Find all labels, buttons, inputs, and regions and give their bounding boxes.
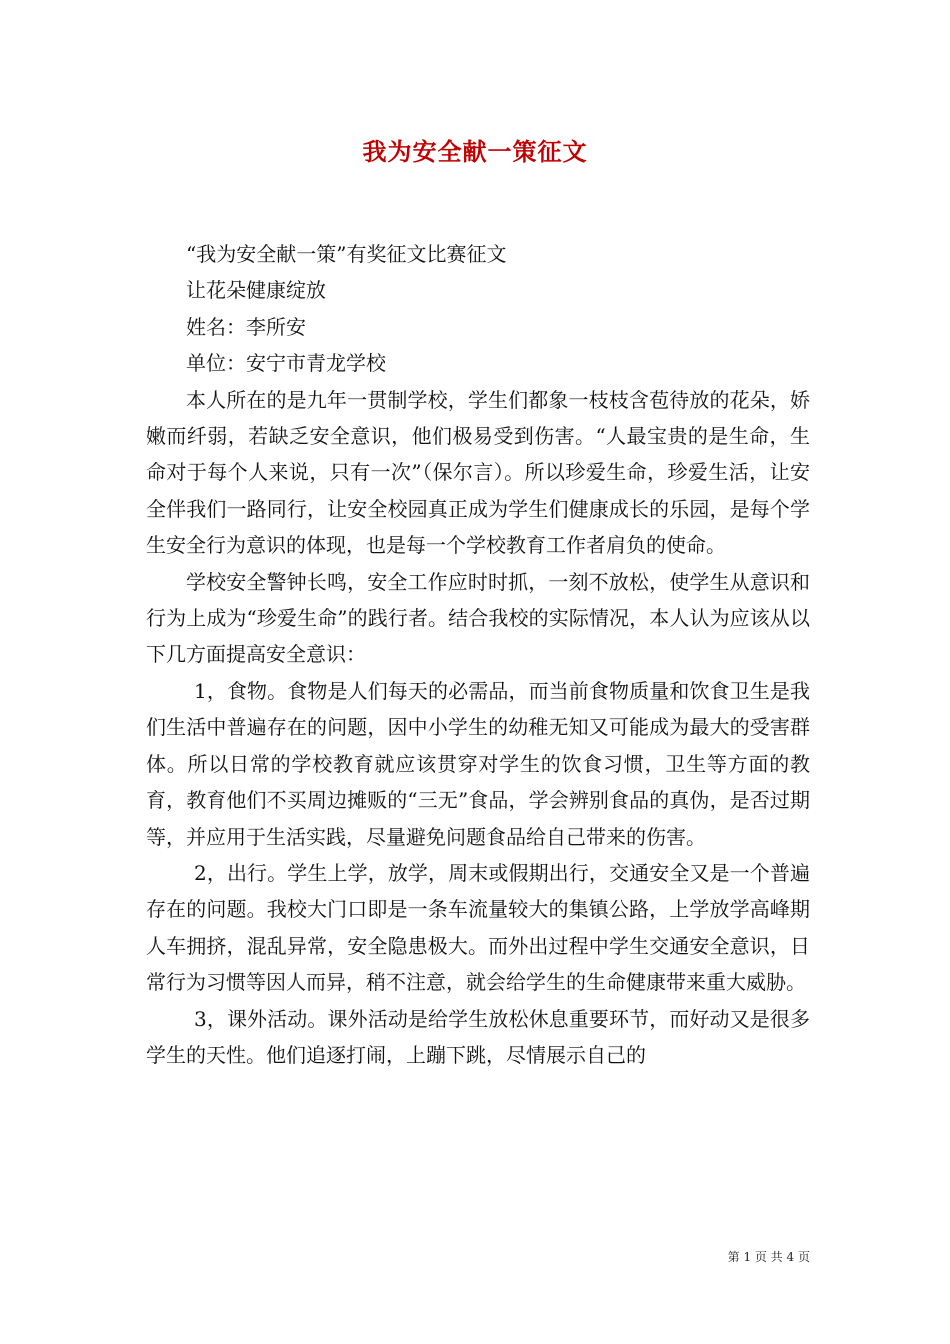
document-title: 我为安全献一策征文: [362, 137, 588, 166]
body-paragraph: 学校安全警钟长鸣，安全工作应时时抓，一刻不放松，使学生从意识和行为上成为“珍爱生命”的践行者。结合我校的实际情况，本人认为应该从以下几方面提高安全意识：: [146, 569, 810, 667]
author-unit: 单位：安宁市青龙学校: [186, 351, 386, 376]
essay-subtitle: 让花朵健康绽放: [186, 278, 326, 303]
body-paragraph: 2，出行。学生上学，放学，周末或假期出行，交通安全又是一个普遍存在的问题。我校大门口即是一条车流量较大的集镇公路，上学放学高峰期人车拥挤，混乱异常，安全隐患极大。而外出过程中学生交通安全意识，日常行为习惯等因人而异，稍不注意，就会给学生的生命健康带来重大威胁。: [146, 860, 810, 995]
document-body: [146, 236, 810, 1073]
body-paragraph: 3，课外活动。课外活动是给学生放松休息重要环节，而好动又是很多学生的天性。他们追逐打闹，上蹦下跳，尽情展示自己的: [146, 1006, 810, 1067]
author-name: 姓名：李所安: [186, 314, 306, 339]
body-paragraph: 1，食物。食物是人们每天的必需品，而当前食物质量和饮食卫生是我们生活中普遍存在的问题，因中小学生的幼稚无知又可能成为最大的受害群体。所以日常的学校教育就应该贯穿对学生的饮食习惯，卫生等方面的教育，教育他们不买周边摊贩的“三无”食品，学会辨别食品的真伪，是否过期等，并应用于生活实践，尽量避免问题食品给自己带来的伤害。: [146, 678, 810, 849]
page-number: 第 1 页 共 4 页: [727, 1250, 810, 1264]
body-paragraph: 本人所在的是九年一贯制学校，学生们都象一枝枝含苞待放的花朵，娇嫩而纤弱，若缺乏安全意识，他们极易受到伤害。“人最宝贵的是生命，生命对于每个人来说，只有一次”（保尔言）。所以珍爱生命，珍爱生活，让安全伴我们一路同行，让安全校园真正成为学生们健康成长的乐园，是每个学生安全行为意识的体现，也是每一个学校教育工作者肩负的使命。: [146, 387, 810, 558]
contest-heading: “我为安全献一策”有奖征文比赛征文: [186, 242, 507, 266]
